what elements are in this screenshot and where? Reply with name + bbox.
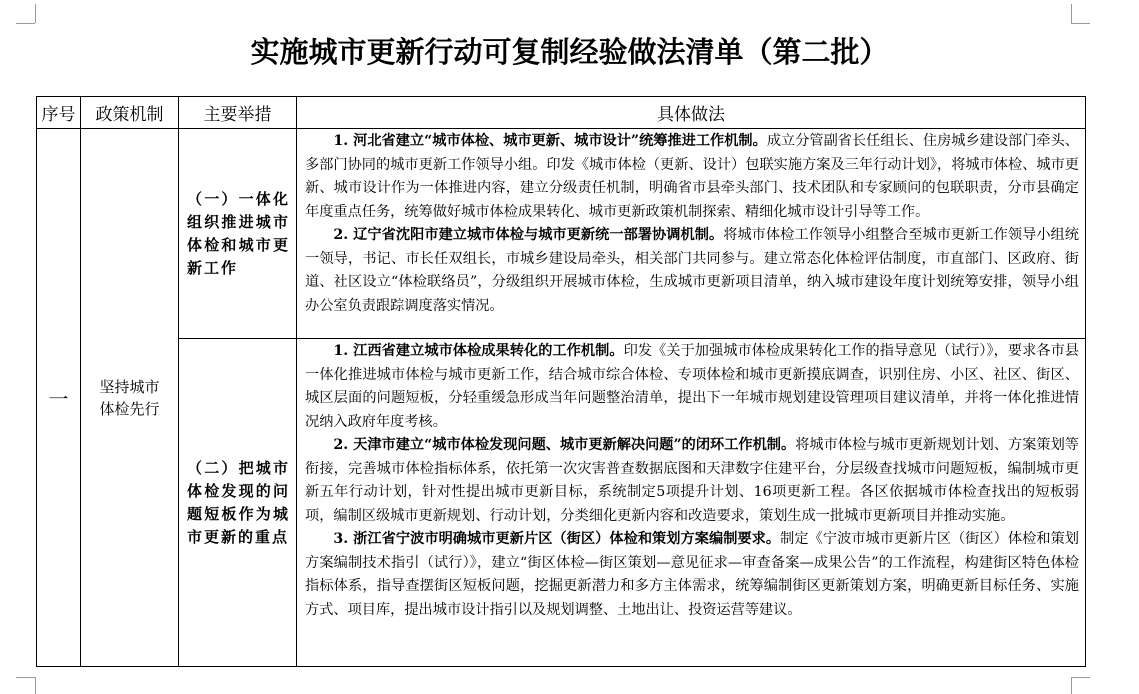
- measure-cell: （二）把城市体检发现的问题短板作为城市更新的重点: [179, 339, 297, 667]
- crop-mark-bottom-right-v: [1071, 677, 1072, 694]
- measure-cell: （一）一体化组织推进城市体检和城市更新工作: [179, 129, 297, 339]
- detail-item: [305, 130, 1079, 224]
- crop-mark-top-left-v: [35, 4, 36, 23]
- page-title: 实施城市更新行动可复制经验做法清单（第二批）: [250, 35, 889, 69]
- mechanism-text: 坚持城市体检先行: [99, 377, 160, 418]
- crop-mark-bottom-right-h: [1071, 677, 1090, 678]
- detail-item-heading: 1. 江西省建立城市体检成果转化的工作机制。: [333, 343, 624, 359]
- detail-item-body: 印发《关于加强城市体检成果转化工作的指导意见（试行）》，要求各市县一体化推进城市体检与城市更新工作，结合城市综合体检、专项体检和城市更新摸底调查，识别住房、小区、社区、街区、城区层面的问题短板，分轻重缓急形成当年问题整治清单，提出下一年城市规划建设管理项目建议清单，并将一体化推进情况纳入政府年度考核。: [305, 343, 1079, 430]
- header-mechanism: 政策机制: [81, 97, 179, 129]
- detail-item-heading: 3. 浙江省宁波市明确城市更新片区（街区）体检和策划方案编制要求。: [333, 531, 781, 547]
- header-seq: 序号: [37, 97, 81, 129]
- table-row: [37, 129, 1086, 339]
- detail-item: [305, 340, 1079, 434]
- detail-item-body: 成立分管副省长任组长、住房城乡建设部门牵头、多部门协同的城市更新工作领导小组。印发《城市体检（更新、设计）包联实施方案及三年行动计划》，将城市体检、城市更新、城市设计作为一体推进内容，建立分级责任机制，明确省市县牵头部门、技术团队和专家顾问的包联职责，分市县确定年度重点任务，统筹做好城市体检成果转化、城市更新政策机制探索、精细化城市设计引导等工作。: [305, 133, 1079, 220]
- detail-item-heading: 2. 辽宁省沈阳市建立城市体检与城市更新统一部署协调机制。: [333, 227, 724, 243]
- detail-item-body: 将城市体检工作领导小组整合至城市更新工作领导小组统一领导，书记、市长任双组长，市城乡建设局牵头，相关部门共同参与。建立常态化体检评估制度，市直部门、区政府、街道、社区设立“体检联络员”，分级组织开展城市体检，生成城市更新项目清单，纳入城市建设年度计划统筹安排，领导小组办公室负责跟踪调度落实情况。: [305, 227, 1079, 314]
- header-row: [37, 97, 1086, 129]
- details-cell: [297, 339, 1086, 667]
- table-row: [37, 339, 1086, 667]
- crop-mark-bottom-left-h: [16, 677, 35, 678]
- detail-item: [305, 528, 1079, 622]
- detail-item: [305, 224, 1079, 318]
- detail-item-heading: 2. 天津市建立“城市体检发现问题、城市更新解决问题”的闭环工作机制。: [333, 437, 796, 453]
- crop-mark-top-right-h: [1071, 23, 1090, 24]
- header-details: 具体做法: [297, 97, 1086, 129]
- crop-mark-top-left-h: [16, 23, 35, 24]
- crop-mark-bottom-left-v: [35, 677, 36, 694]
- detail-item: [305, 434, 1079, 528]
- experience-table: [36, 96, 1086, 667]
- section-mechanism: [81, 129, 179, 667]
- detail-item-body: 将城市体检与城市更新规划计划、方案策划等衔接，完善城市体检指标体系，依托第一次灾害普查数据底图和天津数字住建平台，分层级查找城市问题短板，编制城市更新五年行动计划，针对性提出城市更新目标，系统制定5项提升计划、16项更新工程。各区依据城市体检查找出的短板弱项，编制区级城市更新规划、行动计划，分类细化更新内容和改造要求，策划生成一批城市更新项目并推动实施。: [305, 437, 1079, 524]
- crop-mark-top-right-v: [1071, 4, 1072, 23]
- header-measures: 主要举措: [179, 97, 297, 129]
- details-cell: [297, 129, 1086, 339]
- detail-item-heading: 1. 河北省建立“城市体检、城市更新、城市设计”统筹推进工作机制。: [333, 133, 767, 149]
- detail-item-body: 制定《宁波市城市更新片区（街区）体检和策划方案编制技术指引（试行）》，建立“街区体检—街区策划—意见征求—审查备案—成果公告”的工作流程，构建街区特色体检指标体系，指导查摆街区短板问题，挖掘更新潜力和多方主体需求，统筹编制街区更新策划方案，明确更新目标任务、实施方式、项目库，提出城市设计指引以及规划调整、土地出让、投资运营等建议。: [305, 531, 1079, 618]
- section-seq: 一: [37, 129, 81, 667]
